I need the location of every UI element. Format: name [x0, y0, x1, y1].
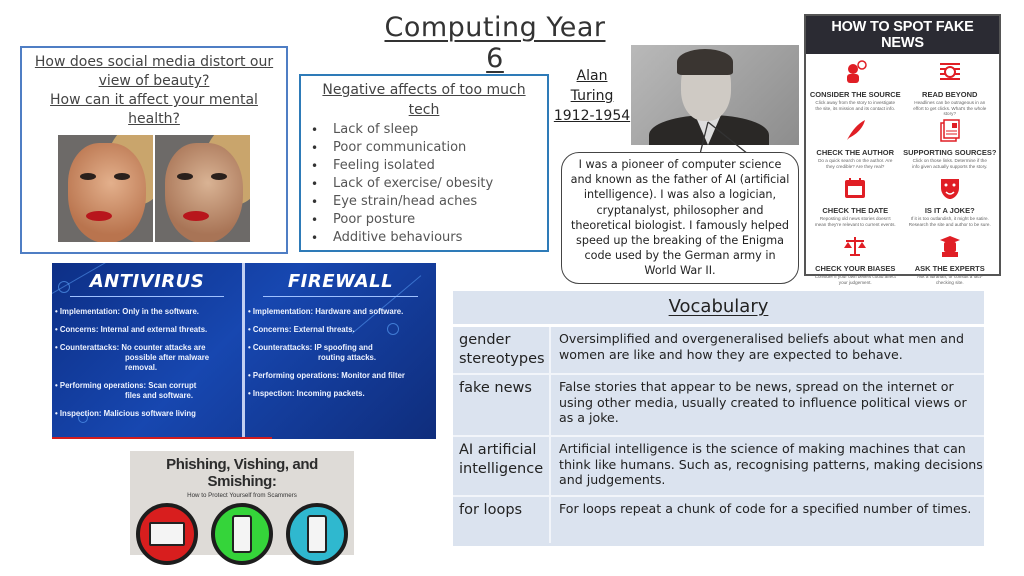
tip-check-author: CHECK THE AUTHOR Do a quick search on the author. Are they credible? Are they real? — [808, 118, 903, 176]
list-item: • Eye strain/head aches — [311, 194, 478, 209]
tip-ask-experts: ASK THE EXPERTS Ask a librarian, or consult a fact-checking site. — [903, 234, 998, 292]
documents-icon — [938, 118, 962, 142]
read-icon — [938, 60, 962, 84]
question-mental-health: How can it affect your mental health? — [50, 92, 258, 127]
social-media-card — [20, 46, 288, 254]
comparison-images — [22, 135, 286, 242]
vocab-definition: Artificial intelligence is the science of making machines that can think like humans. Such as, recognising patterns, making decisions and judgements. — [559, 441, 983, 487]
fake-news-infographic — [804, 14, 1001, 285]
turing-name: Alan Turing 1912-1954 — [553, 68, 631, 124]
original-photo — [58, 135, 153, 242]
bullet-icon: • — [311, 141, 319, 155]
table-row — [453, 327, 984, 375]
list-item: • Counterattacks: No counter attacks are possible after malware removal. — [55, 343, 210, 372]
page-title: Computing Year 6 — [384, 12, 606, 74]
source-icon — [843, 60, 867, 84]
vocab-term: AI artificial intelligence — [453, 437, 551, 495]
fake-news-title: HOW TO SPOT FAKE NEWS — [806, 16, 999, 54]
bullet-icon: • — [311, 177, 319, 191]
list-item: • Performing operations: Scan corrupt files and software. — [55, 381, 197, 400]
vocab-term: for loops — [453, 497, 551, 543]
bullet-icon: • — [311, 123, 319, 137]
vocab-definition: False stories that appear to be news, spread on the internet or using other media, usually created to influence political views or as a joke. — [559, 379, 967, 425]
antivirus-panel — [52, 263, 242, 439]
sms-message-icon — [286, 503, 348, 565]
tip-read-beyond: READ BEYOND Headlines can be outrageous in an effort to get clicks. What's the whole story? — [903, 60, 998, 118]
negative-effects-list — [301, 121, 547, 247]
vocab-definition: Oversimplified and overgeneralised beliefs about what men and women are like and how they are expected to behave. — [559, 331, 964, 362]
negative-effects-card — [299, 74, 549, 252]
question-beauty: How does social media distort our view of beauty? — [34, 54, 274, 89]
tip-is-it-joke: IS IT A JOKE? If it is too outlandish, it might be satire. Research the site and author to be sure. — [903, 176, 998, 234]
bullet-icon: • — [311, 159, 319, 173]
social-media-questions — [22, 48, 286, 129]
tip-check-date: CHECK THE DATE Reposting old news stories doesn't mean they're relevant to current events. — [808, 176, 903, 234]
calendar-icon — [843, 176, 867, 200]
tip-check-biases: CHECK YOUR BIASES Consider if your own beliefs could affect your judgement. — [808, 234, 903, 292]
phishing-subtitle: How to Protect Yourself from Scammers — [187, 492, 297, 499]
table-row — [453, 497, 984, 543]
list-item: • Concerns: Internal and external threats. — [55, 325, 208, 334]
scales-icon — [843, 234, 867, 258]
video-progress-bar — [52, 437, 272, 439]
bullet-icon: • — [311, 231, 319, 245]
list-item: • Poor posture — [311, 212, 416, 227]
email-laptop-icon — [136, 503, 198, 565]
firewall-panel — [245, 263, 436, 439]
tip-consider-source: CONSIDER THE SOURCE Click away from the story to investigate the site, its mission and its contact info. — [808, 60, 903, 118]
phishing-graphic — [130, 451, 354, 555]
list-item: • Concerns: External threats. — [248, 325, 355, 334]
vocabulary-table — [453, 291, 984, 546]
vocab-term: fake news — [453, 375, 551, 435]
list-item: • Lack of sleep — [311, 122, 419, 137]
list-item: • Poor communication — [311, 140, 467, 155]
list-item: • Counterattacks: IP spoofing and routing attacks. — [248, 343, 377, 362]
table-row — [453, 375, 984, 437]
negative-effects-heading: Negative affects of too much tech — [322, 82, 526, 118]
antivirus-title: ANTIVIRUS — [89, 271, 205, 292]
antivirus-firewall-comparison — [52, 263, 436, 439]
mask-icon — [938, 176, 962, 200]
quill-icon — [843, 118, 867, 142]
list-item: • Feeling isolated — [311, 158, 435, 173]
list-item: • Performing operations: Monitor and filter — [248, 371, 405, 380]
expert-icon — [938, 234, 962, 258]
tip-supporting-sources: SUPPORTING SOURCES? Click on those links. Determine if the info given actually supports the story. — [903, 118, 998, 176]
turing-speech-bubble: I was a pioneer of computer science and known as the father of AI (artificial intelligence). I was also a logician, cryptanalyst, philosopher and theoretical biologist. I famously helped speed up the breaking of the Enigma code used by the German army in World War II. — [561, 152, 799, 284]
vocab-term: gender stereotypes — [453, 327, 551, 373]
list-item: • Implementation: Only in the software. — [55, 307, 199, 316]
list-item: • Additive behaviours — [311, 230, 463, 245]
edited-photo — [155, 135, 250, 242]
list-item: • Lack of exercise/ obesity — [311, 176, 494, 191]
vocabulary-heading: Vocabulary — [453, 291, 984, 327]
bullet-icon: • — [311, 213, 319, 227]
table-row — [453, 437, 984, 497]
phishing-title: Phishing, Vishing, and Smishing: — [166, 456, 318, 490]
bullet-icon: • — [311, 195, 319, 209]
list-item: • Inspection: Incoming packets. — [248, 389, 365, 398]
phone-call-icon — [211, 503, 273, 565]
vocab-definition: For loops repeat a chunk of code for a specified number of times. — [559, 501, 972, 516]
list-item: • Implementation: Hardware and software. — [248, 307, 404, 316]
firewall-title: FIREWALL — [287, 271, 394, 292]
list-item: • Inspection: Malicious software living — [55, 409, 196, 418]
